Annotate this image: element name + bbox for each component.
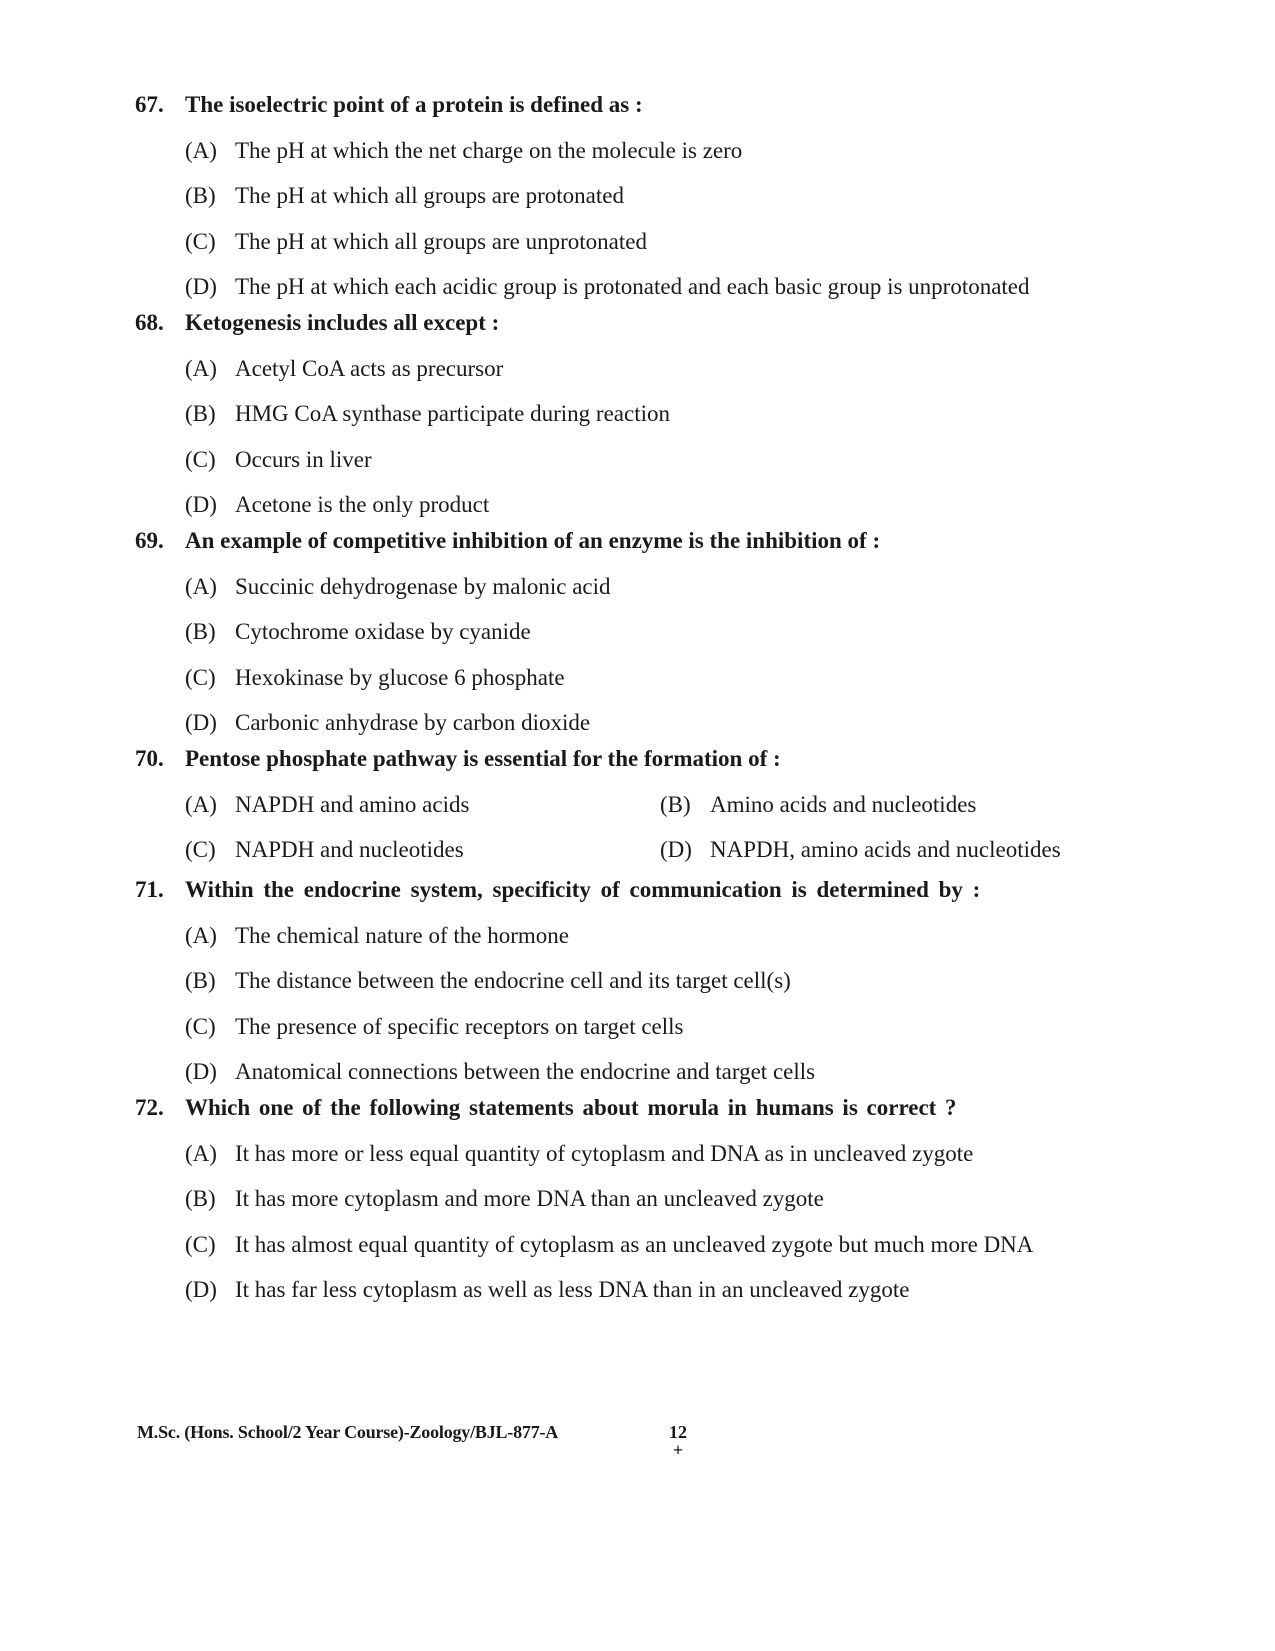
question-number: 70. <box>135 746 164 771</box>
option-c <box>135 1012 1135 1042</box>
option-label: (C) <box>185 1013 216 1039</box>
option-text: NAPDH and nucleotides <box>235 837 464 862</box>
option-text: Amino acids and nucleotides <box>710 791 977 817</box>
option-label: (D) <box>660 837 692 862</box>
question-text: Ketogenesis includes all except : <box>185 310 500 335</box>
page-number: 12 <box>669 1422 687 1442</box>
question-heading <box>135 744 1135 774</box>
option-b <box>135 181 1135 211</box>
question-68 <box>135 308 1135 520</box>
option-b <box>135 1184 1135 1214</box>
question-text: The isoelectric point of a protein is defined as : <box>185 92 643 117</box>
question-text: Within the endocrine system, specificity of communication is determined by : <box>185 877 981 902</box>
question-72 <box>135 1093 1135 1305</box>
option-c <box>135 663 1135 693</box>
option-label: (D) <box>185 492 217 517</box>
option-text: The chemical nature of the hormone <box>235 922 569 948</box>
option-label: (C) <box>185 664 216 690</box>
question-text: Which one of the following statements about morula in humans is correct ? <box>185 1095 957 1120</box>
option-a <box>135 136 1135 166</box>
question-text: An example of competitive inhibition of an enzyme is the inhibition of : <box>185 528 881 553</box>
option-text: HMG CoA synthase participate during reaction <box>235 401 670 426</box>
option-c <box>135 445 1135 475</box>
question-67 <box>135 90 1135 302</box>
option-b <box>135 617 1135 647</box>
option-a <box>185 790 660 820</box>
option-d <box>135 1275 1135 1305</box>
question-heading <box>135 308 1135 338</box>
option-d <box>135 1057 1135 1087</box>
option-text: Hexokinase by glucose 6 phosphate <box>235 664 565 690</box>
option-c <box>135 227 1135 257</box>
option-text: Acetyl CoA acts as precursor <box>235 355 504 381</box>
question-number: 71. <box>135 877 164 902</box>
option-text: Cytochrome oxidase by cyanide <box>235 619 531 644</box>
option-label: (A) <box>185 922 217 948</box>
option-d <box>135 272 1135 302</box>
option-text: NAPDH and amino acids <box>235 791 470 817</box>
option-text: The pH at which all groups are protonated <box>235 183 624 208</box>
option-a <box>135 354 1135 384</box>
option-d <box>135 490 1135 520</box>
question-heading <box>135 526 1135 556</box>
option-text: Succinic dehydrogenase by malonic acid <box>235 573 611 599</box>
question-number: 67. <box>135 92 164 117</box>
option-text: Carbonic anhydrase by carbon dioxide <box>235 710 591 735</box>
option-label: (C) <box>185 1231 216 1257</box>
option-text: Anatomical connections between the endocrine and target cells <box>235 1059 816 1084</box>
option-a <box>135 921 1135 951</box>
option-c <box>185 835 660 865</box>
option-text: Acetone is the only product <box>235 492 490 517</box>
option-row <box>135 835 1135 865</box>
option-label: (B) <box>660 791 691 817</box>
option-b <box>660 790 1135 820</box>
question-heading <box>135 875 1135 905</box>
option-a <box>135 1139 1135 1169</box>
option-label: (A) <box>185 355 217 381</box>
page-footer <box>137 1422 1137 1462</box>
question-69 <box>135 526 1135 738</box>
question-70 <box>135 744 1135 865</box>
option-label: (D) <box>185 1059 217 1084</box>
option-row <box>135 790 1135 820</box>
option-text: Occurs in liver <box>235 446 372 472</box>
option-text: NAPDH, amino acids and nucleotides <box>710 837 1061 862</box>
option-label: (A) <box>185 137 217 163</box>
option-label: (B) <box>185 619 216 644</box>
option-text: The distance between the endocrine cell and its target cell(s) <box>235 968 791 993</box>
option-text: The presence of specific receptors on target cells <box>235 1013 684 1039</box>
option-text: The pH at which each acidic group is protonated and each basic group is unprotonated <box>235 274 1030 299</box>
option-label: (A) <box>185 791 217 817</box>
option-label: (D) <box>185 274 217 299</box>
question-heading <box>135 1093 1135 1123</box>
option-text: It has more cytoplasm and more DNA than an uncleaved zygote <box>235 1186 824 1211</box>
question-71 <box>135 875 1135 1087</box>
option-label: (D) <box>185 1277 217 1302</box>
course-code: M.Sc. (Hons. School/2 Year Course)-Zoology/BJL-877-A <box>137 1422 559 1442</box>
option-b <box>135 966 1135 996</box>
question-text: Pentose phosphate pathway is essential for the formation of : <box>185 746 781 771</box>
option-label: (A) <box>185 1140 217 1166</box>
question-number: 69. <box>135 528 164 553</box>
option-label: (B) <box>185 1186 216 1211</box>
option-text: It has almost equal quantity of cytoplasm as an uncleaved zygote but much more DNA <box>235 1231 1034 1257</box>
option-d <box>660 835 1135 865</box>
option-c <box>135 1230 1135 1260</box>
option-label: (C) <box>185 837 216 862</box>
option-text: It has far less cytoplasm as well as less DNA than in an uncleaved zygote <box>235 1277 910 1302</box>
option-label: (A) <box>185 573 217 599</box>
option-d <box>135 708 1135 738</box>
option-a <box>135 572 1135 602</box>
option-label: (B) <box>185 401 216 426</box>
option-text: The pH at which all groups are unprotonated <box>235 228 647 254</box>
option-label: (C) <box>185 446 216 472</box>
option-label: (B) <box>185 968 216 993</box>
option-b <box>135 399 1135 429</box>
option-label: (B) <box>185 183 216 208</box>
question-number: 72. <box>135 1095 164 1120</box>
option-text: It has more or less equal quantity of cytoplasm and DNA as in uncleaved zygote <box>235 1140 974 1166</box>
question-number: 68. <box>135 310 164 335</box>
registration-mark: + <box>672 1440 684 1460</box>
option-text: The pH at which the net charge on the molecule is zero <box>235 137 743 163</box>
question-heading <box>135 90 1135 120</box>
option-label: (C) <box>185 228 216 254</box>
option-label: (D) <box>185 710 217 735</box>
